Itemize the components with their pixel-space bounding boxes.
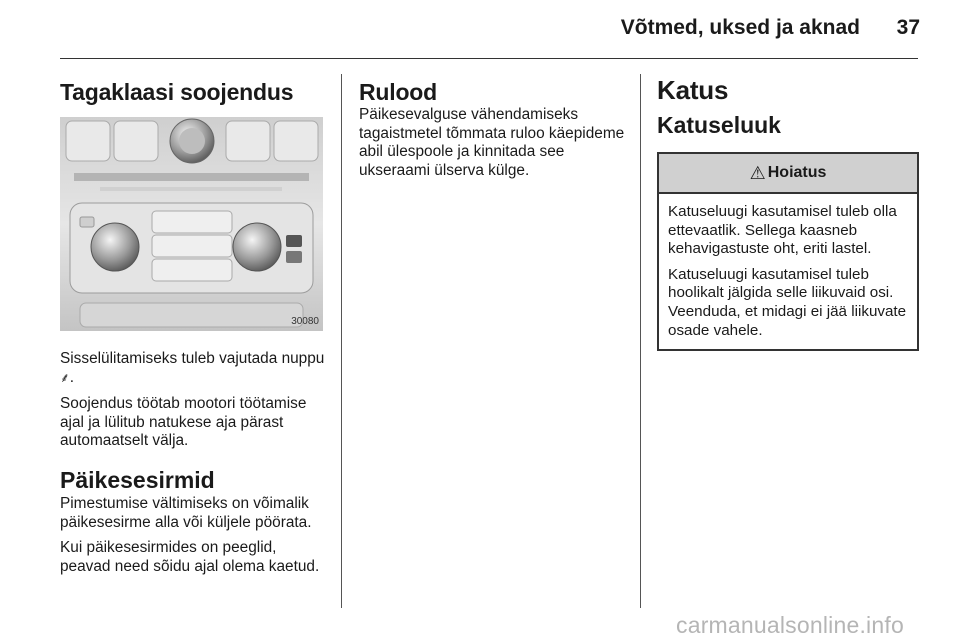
paragraph-heater-operation: Soojendus töötab mootori töötamise ajal ja lülitub natukese aja pärast automaatselt välja. <box>60 395 307 450</box>
paragraph-heater-switch <box>60 350 326 388</box>
warning-title: Hoiatus <box>767 164 827 181</box>
header-rule <box>60 58 918 59</box>
paragraph-sun-visor-mirrors: Kui päikesesirmides on peeglid, peavad need sõidu ajal olema kaetud. <box>60 539 320 575</box>
section-heading-blinds: Rulood <box>359 79 437 105</box>
warning-header <box>659 154 917 194</box>
paragraph-sun-visors: Pimestumise vältimiseks on võimalik päikesesirme alla või küljele pöörata. <box>60 494 312 531</box>
climate-panel-illustration <box>60 117 323 331</box>
column-1 <box>60 74 326 583</box>
climate-control-photo <box>60 117 323 331</box>
column-2 <box>359 74 625 187</box>
warning-paragraph-1: Katuseluugi kasutamisel tuleb olla ettevaatlik. Sellega kaasneb kehavigastuste oht, eriti lastel. <box>668 203 897 258</box>
section-heading-roof: Katus <box>657 75 729 105</box>
warning-triangle-icon: ⚠ <box>749 162 766 183</box>
section-heading-sun-visors: Päikesesirmid <box>60 466 215 493</box>
watermark: carmanualsonline.info <box>676 612 904 638</box>
warning-box <box>657 152 919 351</box>
page-header-title: Võtmed, uksed ja aknad <box>620 16 860 39</box>
photo-code: 30080 <box>291 316 319 327</box>
column-divider-1 <box>341 74 342 608</box>
section-heading-rear-window-heater: Tagaklaasi soojendus <box>60 79 294 105</box>
rear-window-heater-icon: ⸙ <box>60 370 70 386</box>
column-divider-2 <box>640 74 641 608</box>
paragraph-heater-switch-text: Sisselülitamiseks tuleb vajutada nuppu <box>60 350 325 367</box>
paragraph-heater-switch-end: . <box>69 368 75 386</box>
warning-body <box>659 194 917 349</box>
page-number: 37 <box>896 16 920 39</box>
column-3 <box>657 74 919 351</box>
warning-paragraph-2: Katuseluugi kasutamisel tuleb hoolikalt jälgida selle liikuvaid osi. Veenduda, et midagi ei jää liikuvate osade vahele. <box>668 265 907 339</box>
paragraph-blinds: Päikesevalguse vähendamiseks tagaistmetel tõmmata ruloo käepideme abil ülespoole ja kinnitada see ukseraami ülserva külge. <box>359 106 625 179</box>
section-heading-sunroof: Katuseluuk <box>657 112 781 138</box>
